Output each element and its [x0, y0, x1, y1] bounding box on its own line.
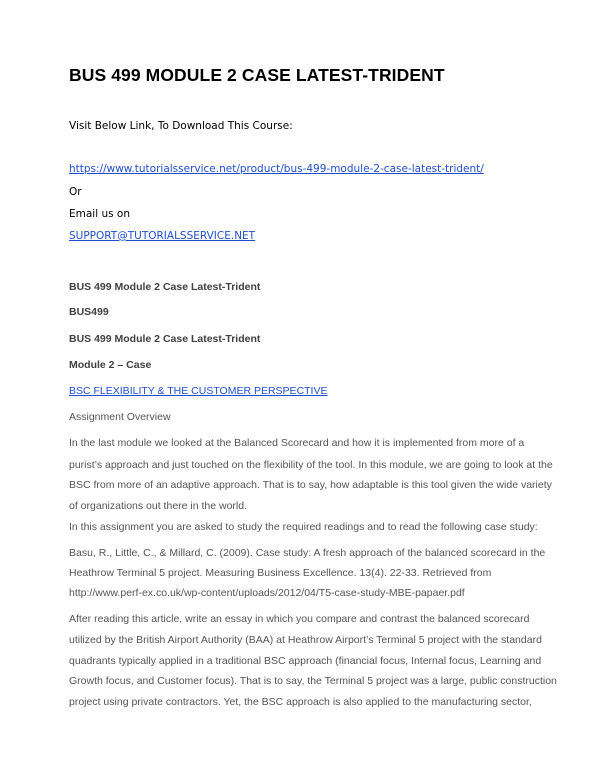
email-us-text: Email us on: [69, 208, 131, 220]
reference-line: Heathrow Terminal 5 project. Measuring Business Excellence. 13(4). 22-33. Retrieved from: [69, 567, 492, 579]
page-title: BUS 499 MODULE 2 CASE LATEST-TRIDENT: [69, 65, 445, 85]
paragraph-line: After reading this article, write an essay in which you compare and contrast the balanced scorecard: [69, 613, 530, 625]
reference-url: http://www.perf-ex.co.uk/wp-content/uploads/2012/04/T5-case-study-MBE-papaer.pdf: [69, 587, 465, 599]
paragraph-line: of organizations out there in the world.: [69, 500, 248, 512]
paragraph-line: BSC from more of an adaptive approach. That is to say, how adaptable is this tool given the wide variety: [69, 479, 552, 491]
heading-module: Module 2 – Case: [69, 359, 152, 371]
heading-course-title-repeat: BUS 499 Module 2 Case Latest-Trident: [69, 333, 261, 345]
course-link[interactable]: https://www.tutorialsservice.net/product/bus-499-module-2-case-latest-trident/: [69, 163, 484, 175]
paragraph-line: In this assignment you are asked to study the required readings and to read the following case study:: [69, 521, 538, 533]
visit-text: Visit Below Link, To Download This Course:: [69, 120, 293, 132]
paragraph-line: quadrants typically applied in a traditional BSC approach (financial focus, Internal focus, Learning and: [69, 655, 542, 667]
heading-course-title: BUS 499 Module 2 Case Latest-Trident: [69, 281, 261, 293]
paragraph-line: In the last module we looked at the Balanced Scorecard and how it is implemented from more of a: [69, 437, 525, 449]
paragraph-line: Growth focus, and Customer focus). That is to say, the Terminal 5 project was a large, public construction: [69, 675, 557, 687]
section-link[interactable]: BSC FLEXIBILITY & THE CUSTOMER PERSPECTIVE: [69, 385, 328, 397]
or-text: Or: [69, 186, 82, 198]
paragraph-line: purist’s approach and just touched on the flexibility of the tool. In this module, we are going to look at the: [69, 459, 553, 471]
paragraph-line: project using private contractors. Yet, the BSC approach is also applied to the manufacturing sector,: [69, 696, 532, 708]
email-link[interactable]: SUPPORT@TUTORIALSSERVICE.NET: [69, 230, 256, 242]
assignment-overview-label: Assignment Overview: [69, 411, 171, 423]
paragraph-line: utilized by the British Airport Authority (BAA) at Heathrow Airport’s Terminal 5 project with the standard: [69, 634, 542, 646]
reference-line: Basu, R., Little, C., & Millard, C. (2009). Case study: A fresh approach of the balanced scorecard in the: [69, 547, 546, 559]
heading-course-code: BUS499: [69, 306, 109, 318]
